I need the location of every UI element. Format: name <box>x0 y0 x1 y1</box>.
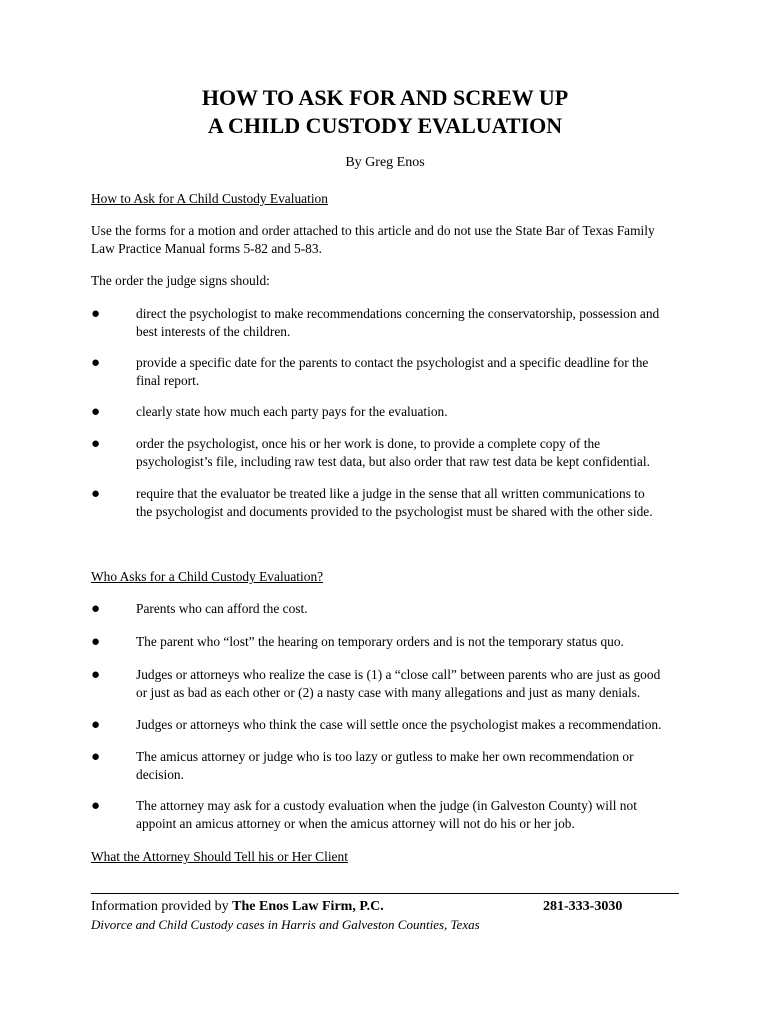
list-item-line: the psychologist and documents provided to the psychologist must be shared with the other side. <box>136 504 653 519</box>
list-item-line: appoint an amicus attorney or when the amicus attorney will not do his or her job. <box>136 816 575 831</box>
section-heading-how-to-ask: How to Ask for A Child Custody Evaluation <box>91 191 328 206</box>
section-heading-who-asks: Who Asks for a Child Custody Evaluation? <box>91 569 324 584</box>
bullet-dot-icon: ● <box>91 717 101 733</box>
footer-phone: 281-333-3030 <box>543 899 623 914</box>
bullet-dot-icon: ● <box>91 404 101 420</box>
bullet-dot-icon: ● <box>91 486 101 502</box>
footer-divider <box>91 893 679 894</box>
paragraph-line: Use the forms for a motion and order attached to this article and do not use the State Bar of Texas Family <box>91 223 655 238</box>
document-title <box>0 84 770 140</box>
bullet-dot-icon: ● <box>91 634 101 650</box>
footer-firm-name: The Enos Law Firm, P.C. <box>232 899 384 914</box>
list-item-line: final report. <box>136 373 200 388</box>
bullet-dot-icon: ● <box>91 436 101 452</box>
list-item-line: clearly state how much each party pays for the evaluation. <box>136 404 448 419</box>
paragraph-order-intro: The order the judge signs should: <box>91 273 270 288</box>
list-item-line: The attorney may ask for a custody evaluation when the judge (in Galveston County) will not <box>136 798 637 813</box>
list-item-line: order the psychologist, once his or her work is done, to provide a complete copy of the <box>136 436 601 451</box>
list-item-line: Judges or attorneys who realize the case is (1) a “close call” between parents who are just as good <box>136 667 661 682</box>
list-item-line: or just as bad as each other or (2) a nasty case with many allegations and just as many denials. <box>136 685 641 700</box>
list-item-line: require that the evaluator be treated like a judge in the sense that all written communications to <box>136 486 645 501</box>
author-byline: By Greg Enos <box>345 155 425 170</box>
list-item-line: decision. <box>136 767 184 782</box>
footer-prefix: Information provided by <box>91 899 233 914</box>
bullet-dot-icon: ● <box>91 667 101 683</box>
list-item-line: provide a specific date for the parents to contact the psychologist and a specific deadline for the <box>136 355 649 370</box>
section-heading-what-to-tell: What the Attorney Should Tell his or Her Client <box>91 849 348 864</box>
bullet-dot-icon: ● <box>91 798 101 814</box>
title-line-1: HOW TO ASK FOR AND SCREW UP <box>201 85 569 110</box>
bullet-dot-icon: ● <box>91 749 101 765</box>
paragraph-forms <box>91 222 691 258</box>
footer-tagline: Divorce and Child Custody cases in Harris and Galveston Counties, Texas <box>91 917 480 932</box>
bullet-dot-icon: ● <box>91 601 101 617</box>
list-item-line: Judges or attorneys who think the case will settle once the psychologist makes a recommendation. <box>136 717 662 732</box>
list-item-line: The amicus attorney or judge who is too lazy or gutless to make her own recommendation or <box>136 749 634 764</box>
paragraph-line: Law Practice Manual forms 5-82 and 5-83. <box>91 241 322 256</box>
list-item-line: direct the psychologist to make recommendations concerning the conservatorship, possession and <box>136 306 660 321</box>
title-line-2: A CHILD CUSTODY EVALUATION <box>207 113 563 138</box>
list-item-line: psychologist’s file, including raw test data, but also order that raw test data be kept confidential. <box>136 454 650 469</box>
bullet-dot-icon: ● <box>91 355 101 371</box>
list-item-line: The parent who “lost” the hearing on temporary orders and is not the temporary status quo. <box>136 634 624 649</box>
bullet-dot-icon: ● <box>91 306 101 322</box>
list-item-line: best interests of the children. <box>136 324 291 339</box>
list-item-line: Parents who can afford the cost. <box>136 601 308 616</box>
